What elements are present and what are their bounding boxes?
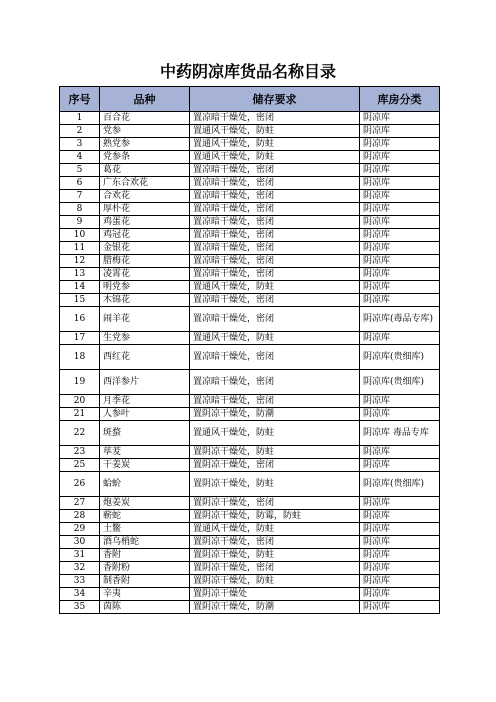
header-name: 品种 [100, 87, 190, 112]
table-row [60, 242, 440, 255]
cell-name: 党参条 [100, 151, 190, 164]
cell-category: 阴凉库 [360, 395, 440, 408]
cell-category: 阴凉库 [360, 164, 440, 177]
cell-no: 34 [60, 588, 100, 601]
table-row [60, 332, 440, 345]
cell-storage: 置凉暗干燥处，密闭 [190, 216, 360, 229]
cell-name: 百合花 [100, 112, 190, 125]
cell-category: 阴凉库 [360, 255, 440, 268]
cell-category: 阴凉库 [360, 216, 440, 229]
cell-category: 阴凉库 [360, 588, 440, 601]
cell-storage: 置凉暗干燥处，密闭 [190, 294, 360, 307]
cell-category: 阴凉库 [360, 229, 440, 242]
cell-storage: 置凉暗干燥处，密闭 [190, 164, 360, 177]
table-row [60, 216, 440, 229]
cell-no: 31 [60, 549, 100, 562]
header-row [60, 87, 440, 112]
cell-category: 阴凉库(贵细库) [360, 472, 440, 497]
cell-name: 月季花 [100, 395, 190, 408]
cell-storage: 置凉暗干燥处，密闭 [190, 242, 360, 255]
cell-no: 27 [60, 497, 100, 510]
cell-storage: 置通风干燥处，防蛀 [190, 151, 360, 164]
cell-storage: 置凉暗干燥处，密闭 [190, 177, 360, 190]
table-row [60, 281, 440, 294]
table-row [60, 510, 440, 523]
cell-no: 14 [60, 281, 100, 294]
cell-storage: 置阴凉干燥处，防蛀 [190, 575, 360, 588]
cell-storage: 置阴凉干燥处，密闭 [190, 497, 360, 510]
cell-storage: 置凉暗干燥处，密闭 [190, 203, 360, 216]
cell-category: 阴凉库 [360, 523, 440, 536]
table-row [60, 395, 440, 408]
cell-storage: 置阴凉干燥处，密闭 [190, 536, 360, 549]
cell-no: 7 [60, 190, 100, 203]
cell-name: 蛤蚧 [100, 472, 190, 497]
header-storage: 储存要求 [190, 87, 360, 112]
cell-category: 阴凉库 [360, 190, 440, 203]
table-row [60, 421, 440, 446]
cell-storage: 置通风干燥处，防蛀 [190, 523, 360, 536]
table-row [60, 138, 440, 151]
table-row [60, 164, 440, 177]
cell-name: 酒乌梢蛇 [100, 536, 190, 549]
cell-name: 葛花 [100, 164, 190, 177]
document-title: 中药阴凉库货品名称目录 [159, 62, 336, 81]
table-row [60, 601, 440, 614]
catalog-table [59, 86, 440, 614]
table-row [60, 459, 440, 472]
cell-category: 阴凉库 [360, 281, 440, 294]
cell-name: 荜茇 [100, 446, 190, 459]
cell-category: 阴凉库 [360, 601, 440, 614]
table-row [60, 472, 440, 497]
table-row [60, 408, 440, 421]
table-row [60, 190, 440, 203]
cell-storage: 置阴凉干燥处，防蛀 [190, 549, 360, 562]
table-row [60, 177, 440, 190]
cell-category: 阴凉库(贵细库) [360, 345, 440, 370]
cell-name: 斑蝥 [100, 421, 190, 446]
cell-no: 33 [60, 575, 100, 588]
cell-category: 阴凉库 [360, 125, 440, 138]
cell-no: 15 [60, 294, 100, 307]
cell-no: 8 [60, 203, 100, 216]
cell-name: 西洋参片 [100, 370, 190, 395]
cell-no: 18 [60, 345, 100, 370]
cell-category: 阴凉库 [360, 268, 440, 281]
cell-no: 3 [60, 138, 100, 151]
cell-storage: 置阴凉干燥处，防潮 [190, 601, 360, 614]
cell-category: 阴凉库 [360, 332, 440, 345]
header-category: 库房分类 [360, 87, 440, 112]
cell-no: 32 [60, 562, 100, 575]
cell-no: 10 [60, 229, 100, 242]
cell-category: 阴凉库 [360, 510, 440, 523]
cell-name: 香附粉 [100, 562, 190, 575]
cell-no: 21 [60, 408, 100, 421]
cell-no: 1 [60, 112, 100, 125]
cell-storage: 置阴凉干燥处，密闭 [190, 562, 360, 575]
cell-no: 30 [60, 536, 100, 549]
table-row [60, 229, 440, 242]
cell-category: 阴凉库 [360, 446, 440, 459]
cell-no: 25 [60, 459, 100, 472]
table-row [60, 151, 440, 164]
cell-category: 阴凉库 [360, 294, 440, 307]
table-body [60, 112, 440, 614]
cell-name: 炮姜炭 [100, 497, 190, 510]
cell-category: 阴凉库 [360, 408, 440, 421]
cell-no: 11 [60, 242, 100, 255]
table-row [60, 294, 440, 307]
cell-name: 厚朴花 [100, 203, 190, 216]
cell-name: 生党参 [100, 332, 190, 345]
cell-no: 12 [60, 255, 100, 268]
cell-category: 阴凉库 [360, 151, 440, 164]
table-row [60, 112, 440, 125]
table-row [60, 588, 440, 601]
cell-no: 29 [60, 523, 100, 536]
table-row [60, 203, 440, 216]
cell-category: 阴凉库 [360, 112, 440, 125]
cell-category: 阴凉库 [360, 549, 440, 562]
table-row [60, 125, 440, 138]
cell-category: 阴凉库(贵细库) [360, 370, 440, 395]
cell-storage: 置阴凉干燥处，防潮 [190, 408, 360, 421]
table-row [60, 307, 440, 332]
cell-storage: 置凉暗干燥处，密闭 [190, 395, 360, 408]
table-row [60, 446, 440, 459]
cell-name: 腊梅花 [100, 255, 190, 268]
cell-no: 5 [60, 164, 100, 177]
table-row [60, 345, 440, 370]
cell-name: 合欢花 [100, 190, 190, 203]
header-no: 序号 [60, 87, 100, 112]
cell-no: 2 [60, 125, 100, 138]
cell-storage: 置阴凉干燥处，防蛀 [190, 472, 360, 497]
cell-no: 6 [60, 177, 100, 190]
table-row [60, 255, 440, 268]
cell-name: 辛夷 [100, 588, 190, 601]
cell-no: 26 [60, 472, 100, 497]
table-row [60, 575, 440, 588]
cell-name: 金银花 [100, 242, 190, 255]
cell-storage: 置阴凉干燥处，防霉，防蛀 [190, 510, 360, 523]
cell-name: 熟党参 [100, 138, 190, 151]
cell-no: 13 [60, 268, 100, 281]
cell-name: 党参 [100, 125, 190, 138]
cell-storage: 置凉暗干燥处，密闭 [190, 370, 360, 395]
cell-storage: 置凉暗干燥处，密闭 [190, 229, 360, 242]
table-row [60, 523, 440, 536]
cell-name: 蕲蛇 [100, 510, 190, 523]
cell-category: 阴凉库 [360, 138, 440, 151]
cell-storage: 置阴凉干燥处，密闭 [190, 459, 360, 472]
cell-no: 9 [60, 216, 100, 229]
cell-name: 茵陈 [100, 601, 190, 614]
cell-category: 阴凉库 [360, 203, 440, 216]
cell-name: 凌霄花 [100, 268, 190, 281]
cell-category: 阴凉库 [360, 562, 440, 575]
cell-category: 阴凉库(毒品专库) [360, 307, 440, 332]
cell-category: 阴凉库 [360, 242, 440, 255]
cell-no: 17 [60, 332, 100, 345]
cell-storage: 置通风干燥处，防蛀 [190, 138, 360, 151]
cell-name: 木锦花 [100, 294, 190, 307]
table-row [60, 536, 440, 549]
cell-storage: 置凉暗干燥处，密闭 [190, 268, 360, 281]
cell-no: 4 [60, 151, 100, 164]
cell-no: 16 [60, 307, 100, 332]
cell-no: 28 [60, 510, 100, 523]
cell-storage: 置通风干燥处，防蛀 [190, 421, 360, 446]
cell-storage: 置通风干燥处，防蛀 [190, 281, 360, 294]
cell-category: 阴凉库 [360, 575, 440, 588]
table-row [60, 370, 440, 395]
cell-category: 阴凉库 毒品专库 [360, 421, 440, 446]
cell-storage: 置阴凉干燥处 [190, 588, 360, 601]
cell-storage: 置凉暗干燥处，密闭 [190, 307, 360, 332]
cell-no: 22 [60, 421, 100, 446]
cell-storage: 置凉暗干燥处，密闭 [190, 255, 360, 268]
cell-name: 制香附 [100, 575, 190, 588]
cell-name: 干姜炭 [100, 459, 190, 472]
cell-no: 35 [60, 601, 100, 614]
cell-name: 鸡蛋花 [100, 216, 190, 229]
cell-category: 阴凉库 [360, 459, 440, 472]
table-row [60, 268, 440, 281]
cell-storage: 置凉暗干燥处，密闭 [190, 345, 360, 370]
cell-storage: 置阴凉干燥处，防蛀 [190, 446, 360, 459]
table-row [60, 562, 440, 575]
cell-storage: 置通风干燥处，防蛀 [190, 125, 360, 138]
cell-category: 阴凉库 [360, 177, 440, 190]
cell-name: 人参叶 [100, 408, 190, 421]
cell-category: 阴凉库 [360, 536, 440, 549]
cell-storage: 置通风干燥处，防蛀 [190, 332, 360, 345]
cell-name: 广东合欢花 [100, 177, 190, 190]
cell-category: 阴凉库 [360, 497, 440, 510]
cell-no: 20 [60, 395, 100, 408]
cell-storage: 置凉暗干燥处，密闭 [190, 112, 360, 125]
cell-no: 19 [60, 370, 100, 395]
table-row [60, 549, 440, 562]
cell-name: 鸡冠花 [100, 229, 190, 242]
cell-storage: 置凉暗干燥处，密闭 [190, 190, 360, 203]
cell-no: 23 [60, 446, 100, 459]
cell-name: 明党参 [100, 281, 190, 294]
cell-name: 西红花 [100, 345, 190, 370]
cell-name: 香附 [100, 549, 190, 562]
cell-name: 闹羊花 [100, 307, 190, 332]
table-row [60, 497, 440, 510]
cell-name: 土鳖 [100, 523, 190, 536]
